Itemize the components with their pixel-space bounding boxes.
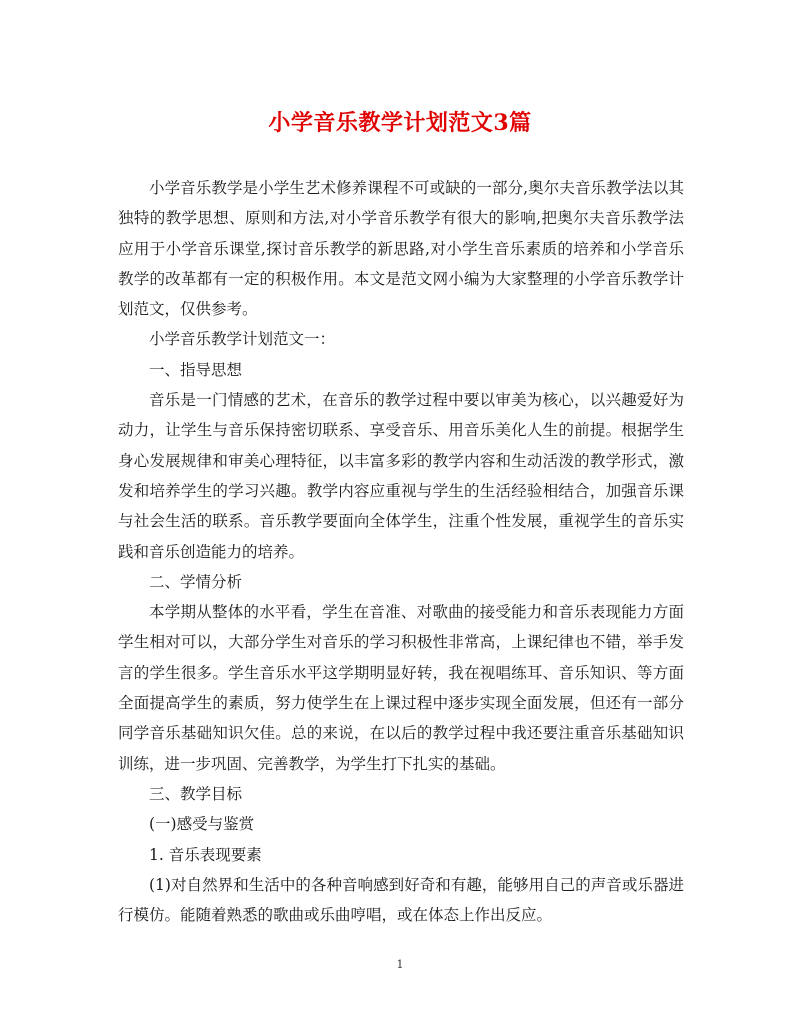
paragraph-guiding-ideology: 音乐是一门情感的艺术，在音乐的教学过程中要以审美为核心，以兴趣爱好为动力，让学生与音乐保持密切联系、享受音乐、用音乐美化人生的前提。根据学生身心发展规律和审美心理特征，以丰富多彩的教学内容和生动活泼的教学形式，激发和培养学生的学习兴趣。教学内容应重视与学生的生活经验相结合，加强音乐课与社会生活的联系。音乐教学要面向全体学生，注重个性发展，重视学生的音乐实践和音乐创造能力的培养。 <box>118 391 684 561</box>
intro-paragraph: 小学音乐教学是小学生艺术修养课程不可或缺的一部分,奥尔夫音乐教学法以其独特的教学思想、原则和方法,对小学音乐教学有很大的影响,把奥尔夫音乐教学法应用于小学音乐课堂,探讨音乐教学的新思路,对小学生音乐素质的培养和小学音乐教学的改革都有一定的积极作用。本文是范文网小编为大家整理的小学音乐教学计划范文，仅供参考。 <box>118 179 684 319</box>
subheading-music-elements: 1. 音乐表现要素 <box>149 845 262 864</box>
document-body <box>118 173 684 930</box>
heading-teaching-goals: 三、教学目标 <box>149 784 243 803</box>
paragraph-music-elements-1: (1)对自然界和生活中的各种音响感到好奇和有趣，能够用自己的声音或乐器进行模仿。能随着熟悉的歌曲或乐曲哼唱，或在体态上作出反应。 <box>118 875 684 925</box>
heading-student-analysis: 二、学情分析 <box>149 572 243 591</box>
section-heading-sample-one: 小学音乐教学计划范文一： <box>149 330 336 349</box>
document-title: 小学音乐教学计划范文3篇 <box>268 110 532 136</box>
subheading-appreciation: (一)感受与鉴赏 <box>149 815 255 834</box>
heading-guiding-ideology: 一、指导思想 <box>149 360 243 379</box>
page-number: 1 <box>396 958 404 971</box>
paragraph-student-analysis: 本学期从整体的水平看，学生在音准、对歌曲的接受能力和音乐表现能力方面学生相对可以，大部分学生对音乐的学习积极性非常高，上课纪律也不错，举手发言的学生很多。学生音乐水平这学期明显好转，我在视唱练耳、音乐知识、等方面全面提高学生的素质，努力使学生在上课过程中逐步实现全面发展，但还有一部分同学音乐基础知识欠佳。总的来说，在以后的教学过程中我还要注重音乐基础知识训练，进一步巩固、完善教学，为学生打下扎实的基础。 <box>118 603 684 773</box>
